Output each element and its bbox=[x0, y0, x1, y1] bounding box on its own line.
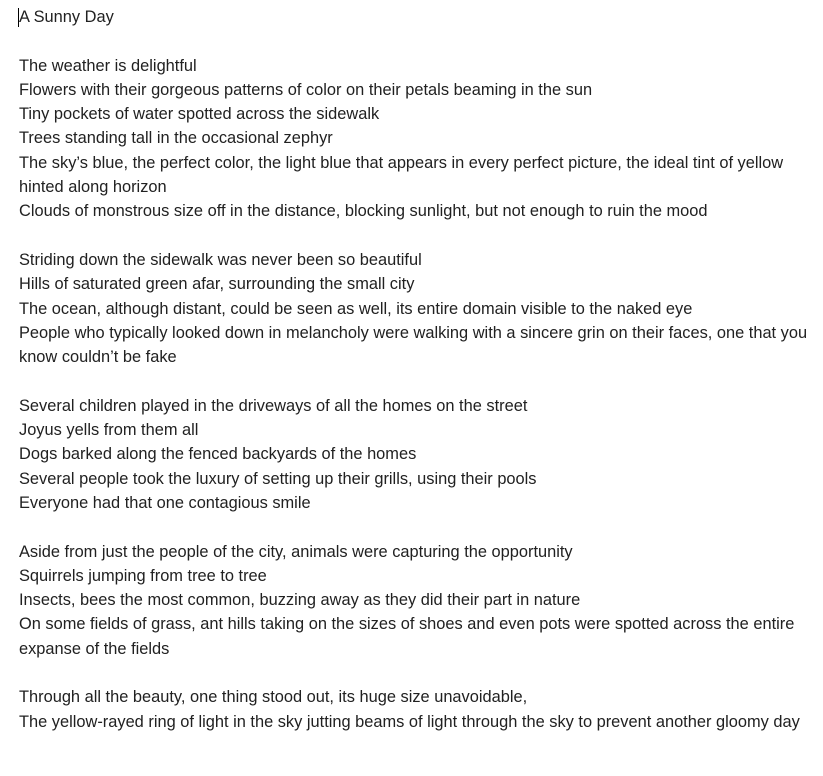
poem-line: The sky’s blue, the perfect color, the light blue that appears in every perfect picture, the ideal tint of yellow hinted along horizon bbox=[19, 153, 784, 197]
stanza-5 bbox=[19, 685, 809, 734]
poem-line: Several children played in the driveways of all the homes on the street bbox=[19, 396, 528, 415]
poem-line: On some fields of grass, ant hills taking on the sizes of shoes and even pots were spotted across the entire expanse of the fields bbox=[19, 615, 795, 658]
document-title[interactable] bbox=[19, 5, 809, 29]
stanza-2 bbox=[19, 248, 809, 369]
poem-line: Aside from just the people of the city, animals were capturing the opportunity bbox=[19, 542, 573, 561]
stanza-3 bbox=[19, 394, 809, 515]
stanza-1 bbox=[19, 54, 809, 224]
blank-line bbox=[19, 661, 809, 685]
blank-line bbox=[19, 224, 809, 248]
blank-line bbox=[19, 369, 809, 393]
poem-line: Trees standing tall in the occasional zephyr bbox=[19, 129, 333, 148]
poem-line: The yellow-rayed ring of light in the sky jutting beams of light through the sky to prevent another gloomy day bbox=[19, 712, 800, 731]
poem-line: Through all the beauty, one thing stood out, its huge size unavoidable, bbox=[19, 688, 528, 707]
poem-line: Joyus yells from them all bbox=[19, 421, 199, 440]
text-cursor bbox=[18, 8, 19, 27]
poem-line: Tiny pockets of water spotted across the sidewalk bbox=[19, 105, 380, 124]
poem-line: Everyone had that one contagious smile bbox=[19, 493, 311, 512]
poem-line: Clouds of monstrous size off in the distance, blocking sunlight, but not enough to ruin the mood bbox=[19, 202, 708, 221]
poem-line: Squirrels jumping from tree to tree bbox=[19, 566, 267, 585]
title-text: A Sunny Day bbox=[19, 8, 114, 26]
poem-line: Striding down the sidewalk was never been so beautiful bbox=[19, 250, 422, 269]
stanza-4 bbox=[19, 540, 809, 661]
document-body[interactable] bbox=[19, 5, 809, 734]
poem-line: The weather is delightful bbox=[19, 56, 197, 75]
poem-line: Several people took the luxury of setting up their grills, using their pools bbox=[19, 469, 537, 488]
poem-line: The ocean, although distant, could be seen as well, its entire domain visible to the naked eye bbox=[19, 299, 693, 318]
poem-line: Insects, bees the most common, buzzing away as they did their part in nature bbox=[19, 591, 581, 610]
blank-line bbox=[19, 515, 809, 539]
poem-line: People who typically looked down in melancholy were walking with a sincere grin on their faces, one that you know couldn’t be fake bbox=[19, 323, 808, 367]
poem-line: Dogs barked along the fenced backyards of the homes bbox=[19, 445, 417, 464]
blank-line bbox=[19, 29, 809, 53]
poem-line: Flowers with their gorgeous patterns of color on their petals beaming in the sun bbox=[19, 80, 593, 99]
poem-line: Hills of saturated green afar, surrounding the small city bbox=[19, 275, 415, 294]
